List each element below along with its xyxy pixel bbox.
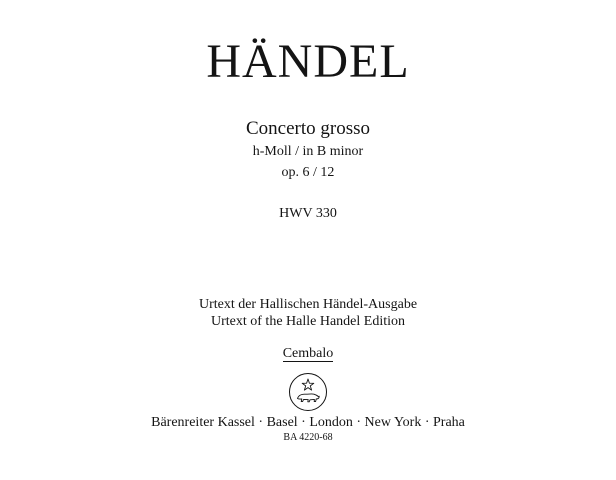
part-name xyxy=(0,345,616,363)
part-name-label: Cembalo xyxy=(282,346,334,361)
work-opus: op. 6 / 12 xyxy=(281,165,335,180)
catalogue-number: HWV 330 xyxy=(279,206,337,221)
work-title: Concerto grosso xyxy=(245,118,370,139)
work-key: h-Moll / in B minor xyxy=(252,144,364,159)
composer-name: HÄNDEL xyxy=(206,35,410,88)
edition-german: Urtext der Hallischen Händel-Ausgabe xyxy=(198,297,418,312)
edition-english: Urtext of the Halle Handel Edition xyxy=(211,314,405,329)
publisher-logo-icon xyxy=(288,372,328,412)
publisher-imprint: Bärenreiter Kassel · Basel · London · New York · Praha xyxy=(151,415,465,430)
edition-number: BA 4220-68 xyxy=(283,432,333,443)
